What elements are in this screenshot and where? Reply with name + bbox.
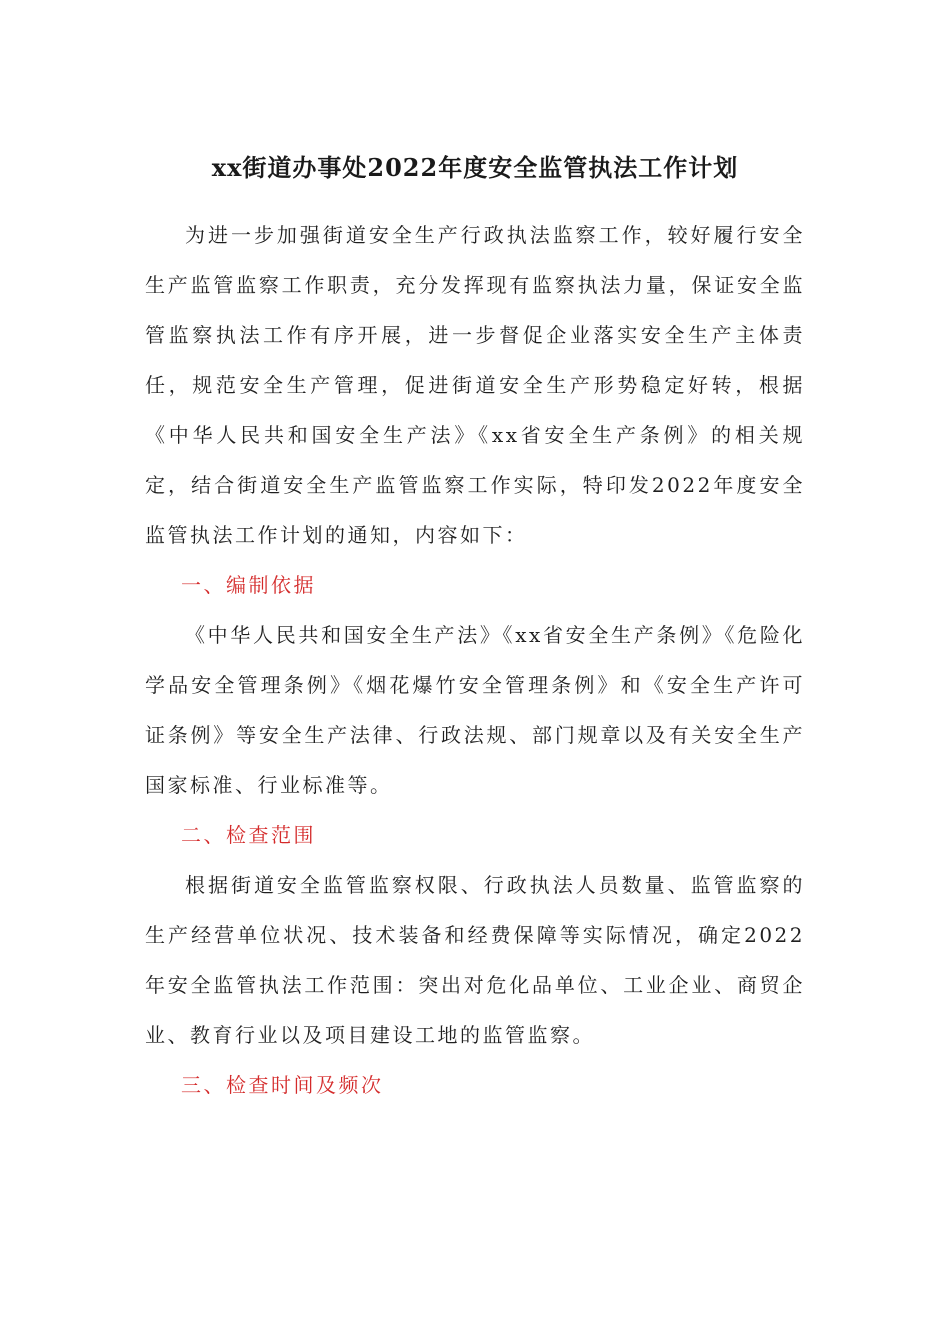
document-body bbox=[145, 210, 805, 1110]
section-heading-schedule: 三、检查时间及频次 bbox=[181, 1073, 384, 1097]
section-text-scope: 根据街道安全监管监察权限、行政执法人员数量、监管监察的生产经营单位状况、技术装备和经费保障等实际情况，确定2022年安全监管执法工作范围：突出对危化品单位、工业企业、商贸企业、教育行业以及项目建设工地的监管监察。 bbox=[145, 873, 805, 1047]
intro-paragraph: 为进一步加强街道安全生产行政执法监察工作，较好履行安全生产监管监察工作职责，充分发挥现有监察执法力量，保证安全监管监察执法工作有序开展，进一步督促企业落实安全生产主体责任，规范安全生产管理，促进街道安全生产形势稳定好转，根据《中华人民共和国安全生产法》《xx省安全生产条例》的相关规定，结合街道安全生产监管监察工作实际，特印发2022年度安全监管执法工作计划的通知，内容如下： bbox=[145, 223, 805, 547]
section-heading-basis: 一、编制依据 bbox=[181, 573, 316, 597]
section-heading-scope: 二、检查范围 bbox=[181, 823, 316, 847]
section-text-basis: 《中华人民共和国安全生产法》《xx省安全生产条例》《危险化学品安全管理条例》《烟花爆竹安全管理条例》和《安全生产许可证条例》等安全生产法律、行政法规、部门规章以及有关安全生产国家标准、行业标准等。 bbox=[145, 623, 805, 797]
document-title: xx街道办事处2022年度安全监管执法工作计划 bbox=[211, 153, 739, 182]
